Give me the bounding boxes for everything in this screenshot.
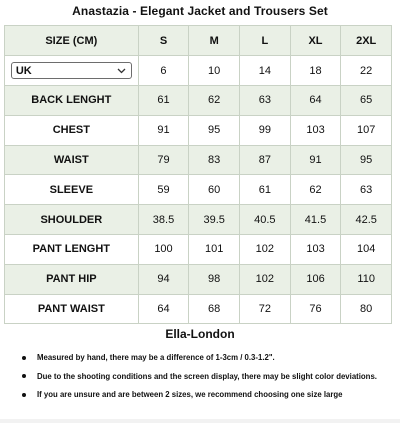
table-row [5, 116, 392, 146]
table-cell: 72 [240, 295, 291, 325]
list-item [22, 351, 394, 365]
table-cell: 14 [240, 56, 291, 86]
list-item [22, 370, 394, 384]
table-cell: 104 [341, 235, 392, 265]
row-label: PANT HIP [5, 265, 139, 295]
table-cell: 60 [189, 175, 240, 205]
chevron-down-icon [117, 66, 127, 76]
table-cell: 91 [139, 116, 190, 146]
note-text: If you are unsure and are between 2 sizes, we recommend choosing one size large [37, 390, 343, 399]
table-cell: 87 [240, 146, 291, 176]
page-title: Anastazia - Elegant Jacket and Trousers Set [72, 4, 328, 18]
table-cell: 68 [189, 295, 240, 325]
table-cell: 59 [139, 175, 190, 205]
list-item [22, 388, 394, 402]
row-label: SLEEVE [5, 175, 139, 205]
bullet-icon [22, 393, 26, 397]
unit-select-cell [5, 56, 139, 86]
note-text: Measured by hand, there may be a difference of 1-3cm / 0.3-1.2". [37, 353, 275, 362]
table-cell: 100 [139, 235, 190, 265]
table-row [5, 146, 392, 176]
table-cell: 42.5 [341, 205, 392, 235]
unit-select-value: UK [15, 64, 32, 77]
row-label: SHOULDER [5, 205, 139, 235]
table-cell: 98 [189, 265, 240, 295]
table-cell: 83 [189, 146, 240, 176]
horizontal-scrollbar[interactable] [0, 419, 400, 423]
table-cell: 76 [291, 295, 342, 325]
row-label: WAIST [5, 146, 139, 176]
size-chart-table [4, 25, 392, 324]
table-row [5, 86, 392, 116]
header-size: XL [291, 26, 342, 56]
table-cell: 63 [240, 86, 291, 116]
table-cell: 41.5 [291, 205, 342, 235]
table-cell: 64 [139, 295, 190, 325]
row-label: CHEST [5, 116, 139, 146]
table-cell: 61 [240, 175, 291, 205]
row-label: PANT WAIST [5, 295, 139, 325]
table-cell: 10 [189, 56, 240, 86]
table-cell: 103 [291, 116, 342, 146]
table-cell: 40.5 [240, 205, 291, 235]
table-cell: 64 [291, 86, 342, 116]
table-cell: 62 [189, 86, 240, 116]
table-cell: 79 [139, 146, 190, 176]
table-cell: 80 [341, 295, 392, 325]
table-cell: 18 [291, 56, 342, 86]
table-row [5, 205, 392, 235]
header-size: S [139, 26, 190, 56]
table-cell: 61 [139, 86, 190, 116]
table-row [5, 295, 392, 325]
table-cell: 110 [341, 265, 392, 295]
table-cell: 22 [341, 56, 392, 86]
table-row [5, 175, 392, 205]
row-label: PANT LENGHT [5, 235, 139, 265]
brand-name: Ella-London [165, 327, 235, 341]
table-cell: 95 [189, 116, 240, 146]
table-row [5, 235, 392, 265]
header-size-label: SIZE (CM) [5, 26, 139, 56]
table-cell: 101 [189, 235, 240, 265]
table-cell: 94 [139, 265, 190, 295]
header-size: L [240, 26, 291, 56]
table-cell: 106 [291, 265, 342, 295]
table-cell: 62 [291, 175, 342, 205]
header-size: 2XL [341, 26, 392, 56]
table-cell: 38.5 [139, 205, 190, 235]
table-cell: 107 [341, 116, 392, 146]
table-cell: 91 [291, 146, 342, 176]
table-cell: 99 [240, 116, 291, 146]
header-size: M [189, 26, 240, 56]
note-text: Due to the shooting conditions and the screen display, there may be slight color deviations. [37, 371, 377, 381]
table-header-row [5, 26, 392, 56]
bullet-icon [22, 356, 26, 360]
unit-row [5, 56, 392, 86]
unit-select[interactable] [11, 62, 132, 79]
table-cell: 63 [341, 175, 392, 205]
table-cell: 65 [341, 86, 392, 116]
notes-list [22, 351, 394, 402]
table-cell: 102 [240, 235, 291, 265]
table-cell: 95 [341, 146, 392, 176]
table-cell: 102 [240, 265, 291, 295]
row-label: BACK LENGHT [5, 86, 139, 116]
table-row [5, 265, 392, 295]
table-cell: 103 [291, 235, 342, 265]
table-cell: 39.5 [189, 205, 240, 235]
table-cell: 6 [139, 56, 190, 86]
bullet-icon [22, 374, 26, 378]
